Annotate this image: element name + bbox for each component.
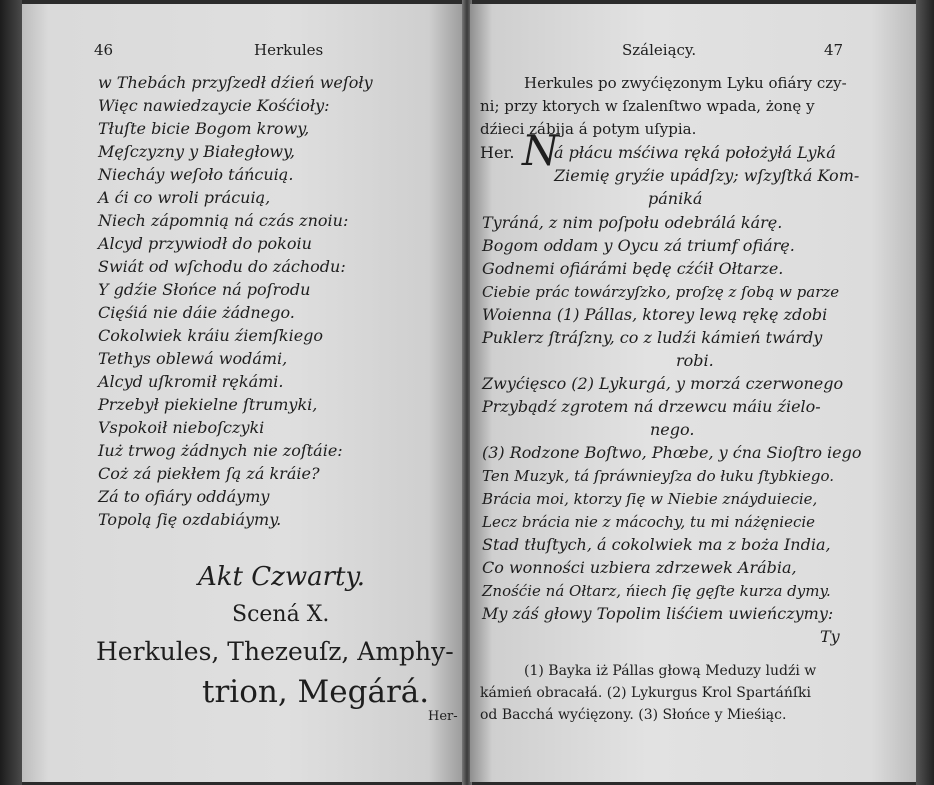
verse-line: nego. — [650, 420, 695, 439]
verse-line: Ten Muzyk, tá ſpráwnieyſza do łuku ſtybkiego. — [482, 467, 834, 485]
verse-line: Woienna (1) Pállas, ktorey lewą rękę zdobi — [482, 305, 828, 324]
verse-line: robi. — [676, 351, 714, 370]
verse-line: Brácia moi, ktorzy ſię w Niebie znáyduiecie, — [482, 490, 818, 508]
left-dark-edge — [0, 0, 22, 785]
verse-line: Alcyd przywiodł do pokoiu — [98, 234, 312, 253]
verse-line: A ći co wroli prácuią, — [98, 188, 271, 207]
right-page — [470, 4, 916, 782]
verse-line: pániká — [648, 189, 703, 208]
verse-line: Vspokoił nieboſczyki — [98, 418, 265, 437]
footnote-line: (1) Bayka iż Pállas głową Meduzy ludźi w — [524, 663, 817, 679]
verse-line: Tłuſte bicie Bogom krowy, — [98, 119, 310, 138]
scene-title: Scená X. — [232, 602, 330, 627]
verse-line: Godnemi ofiárámi będę cźćił Ołtarze. — [482, 259, 784, 278]
catchword-right: Ty — [820, 627, 840, 646]
verse-line: á płácu mśćiwa ręká położyłá Lyká — [554, 143, 836, 162]
characters-line: trion, Megárá. — [202, 674, 430, 710]
characters-line: Herkules, Thezeuſz, Amphy- — [96, 637, 454, 666]
verse-line: Tyráná, z nim poſpołu odebrálá kárę. — [482, 213, 783, 232]
footnote-line: od Bacchá wyćięzony. (3) Słońce y Mieśiąc. — [480, 707, 787, 723]
verse-line: My záś głowy Topolim liśćiem uwieńczymy: — [482, 604, 834, 623]
verse-line: Swiát od wſchodu do záchodu: — [98, 257, 346, 276]
verse-line: Cokolwiek kráiu źiemſkiego — [98, 326, 324, 345]
footnote-line: kámień obracałá. (2) Lykurgus Krol Spartáńſki — [480, 685, 812, 701]
running-head-left: Herkules — [254, 41, 324, 59]
verse-line: Cięśiá nie dáie żádnego. — [98, 303, 295, 322]
verse-line: Znośćie ná Ołtarz, ńiech ſię gęſte kurza dymy. — [482, 582, 831, 600]
verse-line: Lecz brácia nie z mácochy, tu mi náżęniecie — [482, 513, 816, 531]
verse-line: (3) Rodzone Boſtwo, Phœbe, y ćna Sioſtro iego — [482, 443, 862, 462]
verse-line: Przybądź zgrotem ná drzewcu máiu źielo- — [482, 397, 821, 416]
verse-line: Bogom oddam y Oycu zá triumf ofiárę. — [482, 236, 795, 255]
verse-line: Iuż trwog żádnych nie zoſtáie: — [98, 441, 343, 460]
drop-cap: N — [522, 126, 559, 175]
verse-line: Więc nawiedzaycie Kośćioły: — [98, 96, 330, 115]
page-number-left: 46 — [94, 41, 114, 59]
verse-line: Ciebie prác towárzyſzko, proſzę z ſobą w parze — [482, 283, 840, 301]
verse-line: Męſczyzny y Białegłowy, — [98, 142, 296, 161]
prose-line: dźieci zábija á potym uſypia. — [480, 120, 697, 138]
verse-line: Puklerz ſtráſzny, co z ludźi kámień twárdy — [482, 328, 823, 347]
verse-line: Zwyćięsco (2) Lykurgá, y morzá czerwonego — [482, 374, 844, 393]
prose-line: Herkules po zwyćięzonym Lyku ofiáry czy- — [524, 74, 847, 92]
verse-line: Stad tłuſtych, á cokolwiek ma z boża India, — [482, 535, 831, 554]
verse-line: Ziemię gryźie upádſzy; wſzyſtká Kom- — [554, 166, 860, 185]
verse-line: Coż zá piekłem ſą zá kráie? — [98, 464, 320, 483]
act-title: Akt Czwarty. — [198, 562, 365, 592]
verse-line: Niech zápomnią ná czás znoiu: — [98, 211, 349, 230]
verse-line: Zá to ofiáry oddáymy — [98, 487, 270, 506]
verse-line: Niecháy weſoło táńcuią. — [98, 165, 294, 184]
prose-line: ni; przy ktorych w ſzalenſtwo wpada, żonę y — [480, 97, 815, 115]
speaker-label: Her. — [480, 143, 515, 162]
left-page — [22, 4, 464, 782]
verse-line: Alcyd uſkromił rękámi. — [98, 372, 284, 391]
verse-line: Co wonności uzbiera zdrzewek Arábia, — [482, 558, 797, 577]
running-head-right: Száleiący. — [622, 41, 697, 59]
verse-line: w Thebách przyſzedł dźień weſoły — [98, 73, 373, 92]
verse-line: Tethys oblewá wodámi, — [98, 349, 288, 368]
verse-line: Y gdźie Słońce ná poſrodu — [98, 280, 311, 299]
verse-line: Topolą ſię ozdabiáymy. — [98, 510, 282, 529]
page-number-right: 47 — [824, 41, 844, 59]
right-dark-edge — [916, 0, 934, 785]
catchword-left: Her- — [428, 709, 458, 724]
verse-line: Przebył piekielne ſtrumyki, — [98, 395, 318, 414]
